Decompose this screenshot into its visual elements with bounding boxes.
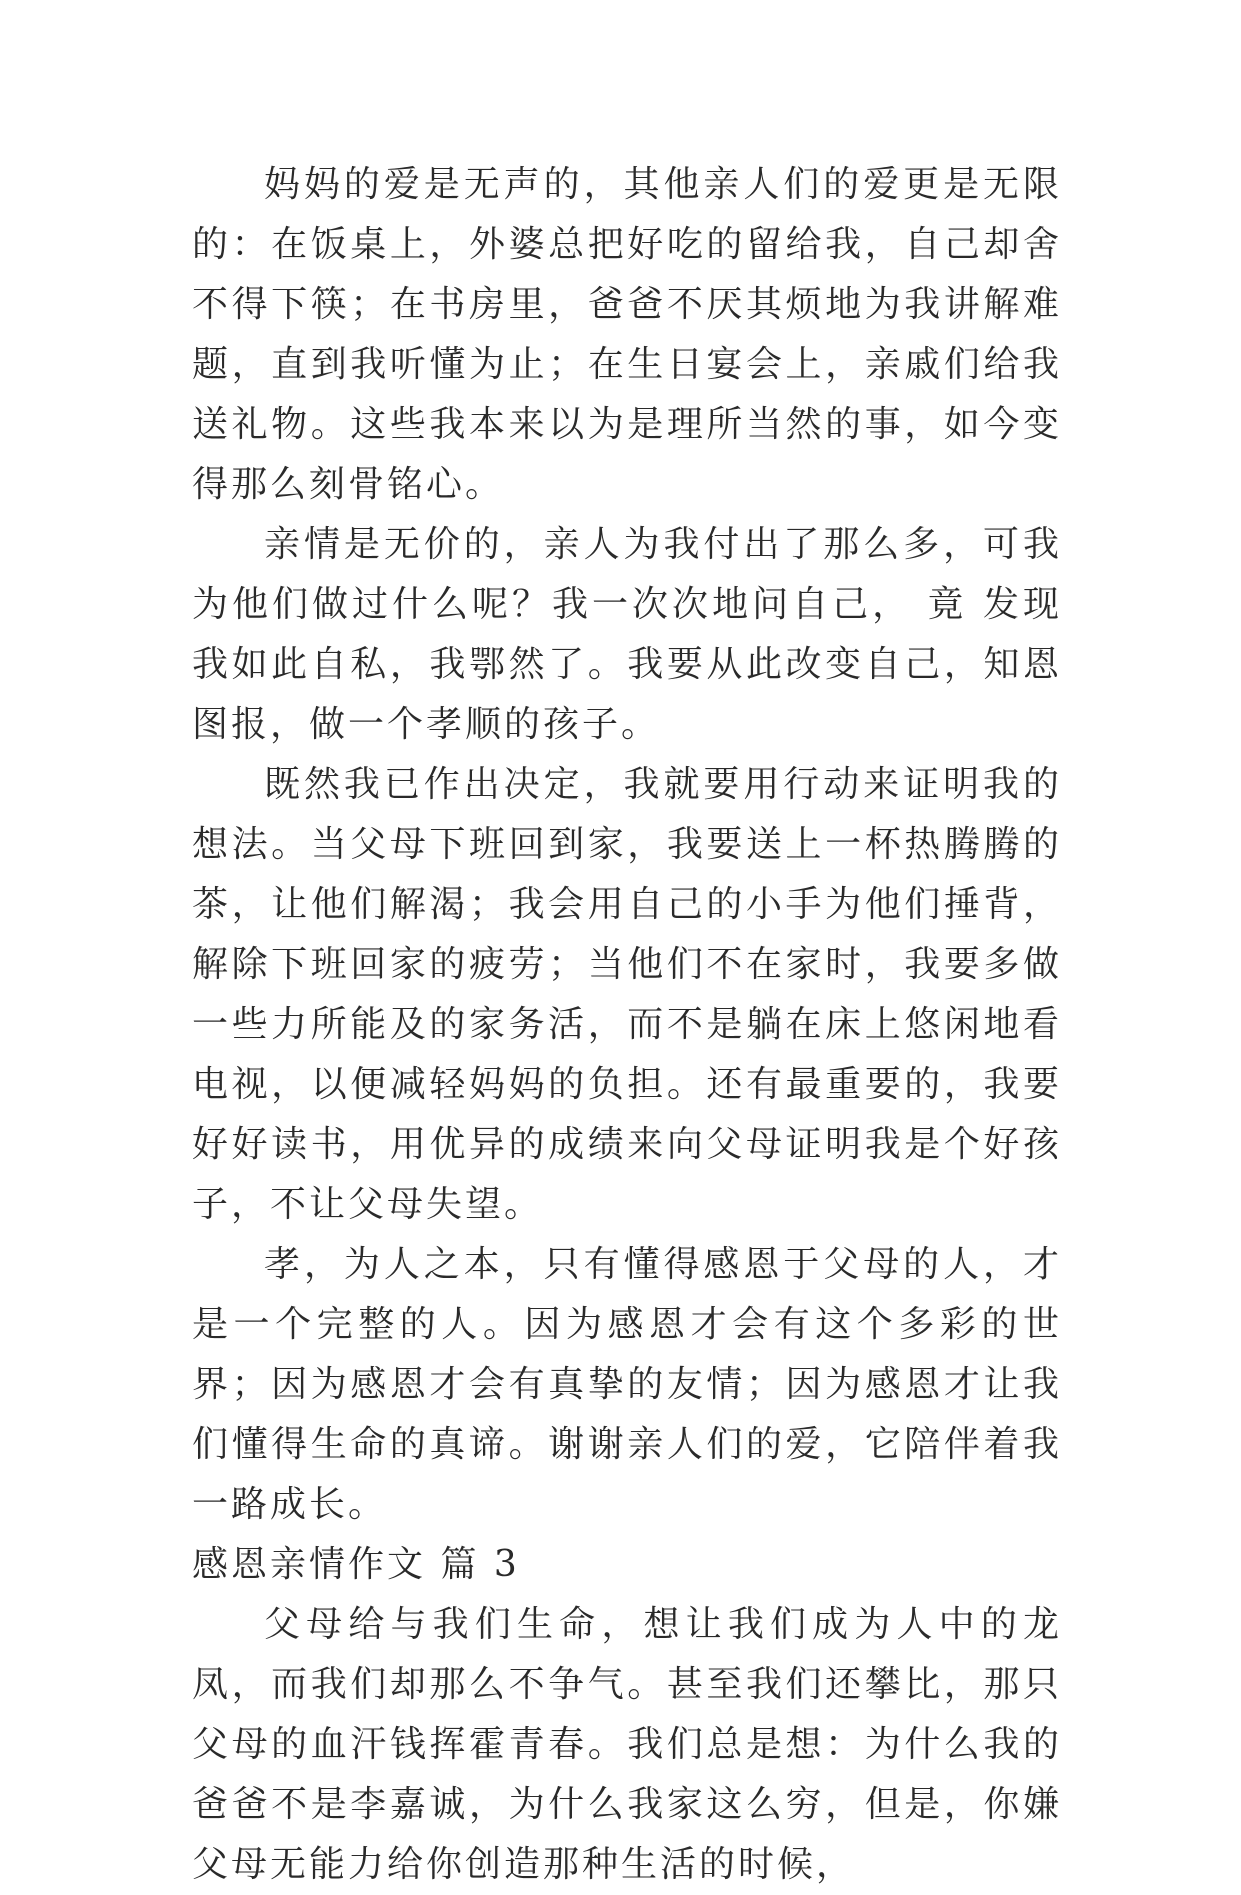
paragraph-2: 亲情是无价的，亲人为我付出了那么多，可我为他们做过什么呢？我一次次地问自己， 竟 发现我如此自私，我鄂然了。我要从此改变自己，知恩图报，做一个孝顺的孩子。 (192, 524, 1062, 745)
paragraph-3: 既然我已作出决定，我就要用行动来证明我的想法。当父母下班回到家，我要送上一杯热腾腾的茶，让他们解渴；我会用自己的小手为他们捶背，解除下班回家的疲劳；当他们不在家时，我要多做一些力所能及的家务活，而不是躺在床上悠闲地看电视，以便减轻妈妈的负担。还有最重要的，我要好好读书，用优异的成绩来向父母证明我是个好孩子，不让父母失望。 (192, 764, 1062, 1225)
essay-body (192, 155, 1062, 1895)
paragraph-1: 妈妈的爱是无声的，其他亲人们的爱更是无限的：在饭桌上，外婆总把好吃的留给我，自己却舍不得下筷；在书房里，爸爸不厌其烦地为我讲解难题，直到我听懂为止；在生日宴会上，亲戚们给我送礼物。这些我本来以为是理所当然的事，如今变得那么刻骨铭心。 (192, 164, 1062, 505)
section-heading: 感恩亲情作文 篇 3 (192, 1544, 520, 1585)
paragraph-4: 孝，为人之本，只有懂得感恩于父母的人，才是一个完整的人。因为感恩才会有这个多彩的世界；因为感恩才会有真挚的友情；因为感恩才让我们懂得生命的真谛。谢谢亲人们的爱，它陪伴着我一路成长。 (192, 1244, 1062, 1525)
paragraph-5: 父母给与我们生命，想让我们成为人中的龙凤，而我们却那么不争气。甚至我们还攀比，那只父母的血汗钱挥霍青春。我们总是想：为什么我的爸爸不是李嘉诚，为什么我家这么穷，但是，你嫌父母无能力给你创造那种生活的时候， (192, 1604, 1062, 1885)
